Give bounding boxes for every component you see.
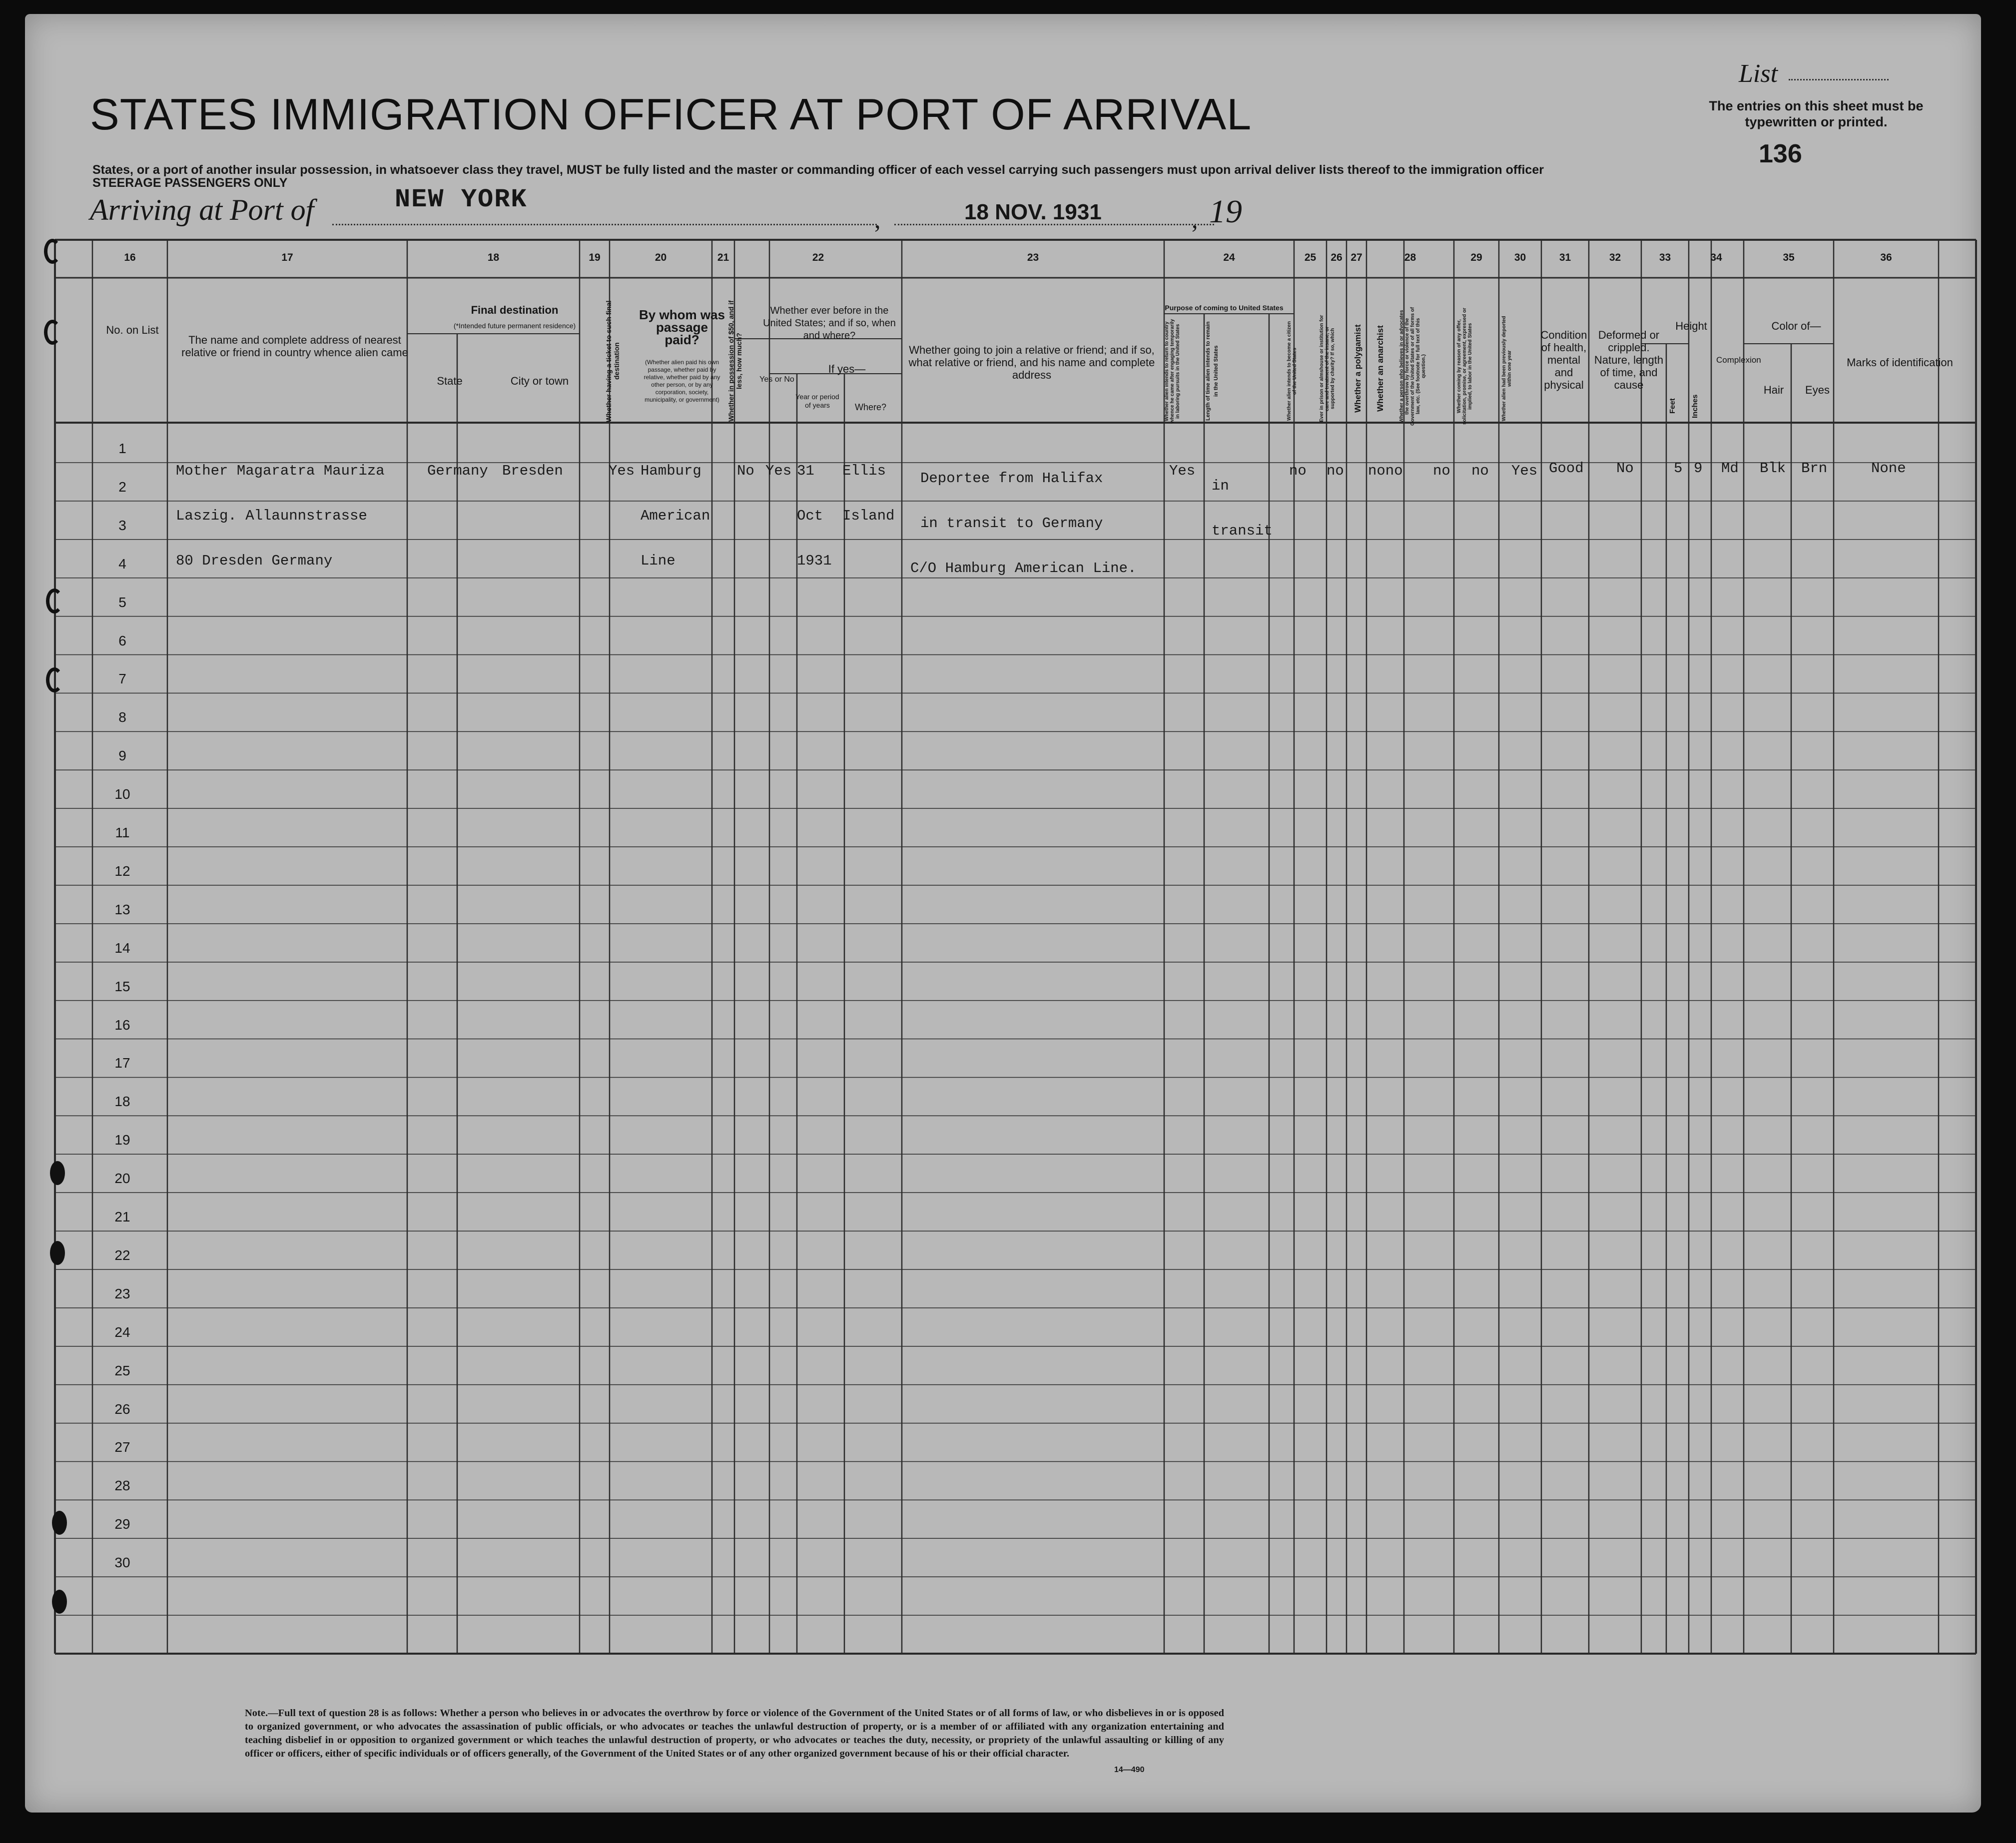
- manifest-grid: [25, 14, 1981, 1813]
- entry-join: [910, 441, 1136, 606]
- header-feet: Feet: [1668, 398, 1677, 414]
- arriving-label: Arriving at Port of: [90, 193, 314, 226]
- entry-complexion: Md: [1721, 460, 1739, 477]
- row-number: 27: [114, 1439, 130, 1455]
- column-number-30: 30: [1514, 252, 1526, 263]
- entry-marks: None: [1871, 460, 1906, 477]
- header-where: Where?: [854, 402, 887, 412]
- entry-money: No: [737, 463, 754, 479]
- entry-health: Good: [1549, 460, 1584, 477]
- header-passage-paid-note: (Whether alien paid his own passage, whether paid by relative, whether paid by any other person, or by any corporation, society, municipality, or government): [644, 359, 720, 403]
- column-number-21: 21: [717, 252, 729, 263]
- before-when-line-3: 1931: [797, 553, 832, 569]
- row-number: 11: [115, 825, 130, 841]
- before-when-line-1: 31: [797, 463, 814, 479]
- binding-hole: [52, 1511, 67, 1535]
- header-relative: The name and complete address of nearest relative or friend in country whence alien came: [181, 334, 408, 359]
- column-number-34: 34: [1710, 252, 1722, 263]
- entry-ticket: Yes: [609, 463, 635, 479]
- column-number-23: 23: [1027, 252, 1039, 263]
- row-number: 8: [118, 709, 126, 725]
- column-number-29: 29: [1470, 252, 1482, 263]
- before-where-line-2: Island: [842, 508, 895, 524]
- column-number-26: 26: [1331, 252, 1343, 263]
- header-color: Color of—: [1771, 320, 1821, 332]
- entry-relative: [176, 434, 385, 599]
- row-number: 22: [114, 1247, 130, 1263]
- row-number: 4: [118, 556, 126, 572]
- column-number-17: 17: [281, 252, 293, 263]
- header-final-destination: Final destination: [471, 304, 559, 316]
- column-number-16: 16: [124, 252, 136, 263]
- row-number: 2: [118, 479, 126, 495]
- header-join-relative: Whether going to join a relative or friend; and if so, what relative or friend, and his name and complete address: [908, 344, 1155, 381]
- header-before-yesno: Yes or No: [759, 375, 794, 384]
- header-return: Whether alien intends to return to country whence he came after engaging temporarily in laboring pursuits in the United States: [1164, 319, 1181, 424]
- paid-by-line-3: Line: [641, 553, 675, 569]
- row-number: 15: [114, 978, 130, 994]
- relative-line-3: 80 Dresden Germany: [176, 553, 333, 569]
- header-year: Year or period of years: [795, 393, 839, 409]
- row-number: 24: [114, 1324, 130, 1340]
- header-height: Height: [1675, 320, 1707, 332]
- row-number: 29: [114, 1516, 130, 1532]
- row-number: 19: [114, 1132, 130, 1148]
- row-number: 14: [114, 940, 130, 956]
- header-ticket: Whether having a ticket to such final destination: [605, 300, 621, 422]
- form-number: 14—490: [1114, 1766, 1145, 1774]
- header-money: Whether in possession of $50, and if less, how much?: [727, 300, 743, 422]
- header-state: State: [437, 375, 463, 387]
- entry-before: Yes: [765, 463, 792, 479]
- join-line-3: C/O Hamburg American Line.: [910, 560, 1137, 577]
- entry-before-when: [797, 434, 832, 599]
- paid-by-line-2: American: [641, 508, 710, 524]
- column-number-20: 20: [655, 252, 667, 263]
- column-number-25: 25: [1304, 252, 1317, 263]
- before-when-line-2: Oct: [797, 508, 823, 524]
- join-line-2: in transit to Germany: [920, 515, 1103, 532]
- header-prison: Ever in prison or almshouse or institution for care and treatment of the insane, or supported by charity? If so, which: [1319, 315, 1336, 423]
- header-health: Condition of health, mental and physical: [1540, 329, 1587, 391]
- entry-city: Bresden: [502, 463, 563, 479]
- row-number: 3: [118, 517, 126, 533]
- row-number: 23: [114, 1285, 130, 1301]
- header-eyes: Eyes: [1805, 384, 1830, 396]
- row-number: 9: [118, 748, 126, 764]
- binding-hole: [44, 320, 61, 345]
- entry-prison: no: [1327, 463, 1344, 479]
- entry-deported: Yes: [1511, 463, 1538, 479]
- entry-paid-by: [641, 434, 710, 599]
- header-length: Length of time alien intends to remain in the United States: [1205, 321, 1219, 421]
- entry-feet: 5: [1674, 460, 1683, 477]
- entry-polygamist-anarchist: nono: [1368, 463, 1403, 479]
- binding-hole: [50, 1161, 65, 1185]
- port-value: NEW YORK: [395, 185, 528, 214]
- column-number-24: 24: [1223, 252, 1235, 263]
- row-number: 28: [114, 1478, 130, 1494]
- header-before-in-us: Whether ever before in the United States; and if so, when and where?: [763, 305, 896, 341]
- entry-state: Germany: [427, 463, 488, 479]
- column-number-36: 36: [1880, 252, 1892, 263]
- header-question-29: Whether coming by reason of any offer, solicitation, promise, or agreement, expressed or implied, to labor in the United States: [1456, 308, 1473, 425]
- header-deported: Whether alien had been previously deported within one year: [1501, 316, 1512, 422]
- entry-hair: Blk: [1760, 460, 1786, 477]
- header-final-destination-note: (*Intended future permanent residence): [453, 322, 576, 330]
- column-number-31: 31: [1559, 252, 1571, 263]
- page-title: STATES IMMIGRATION OFFICER AT PORT OF ARRIVAL: [90, 89, 1252, 139]
- header-complexion: Complexion: [1716, 355, 1761, 365]
- header-polygamist: Whether a polygamist: [1353, 324, 1362, 413]
- binding-hole: [44, 239, 61, 264]
- header-anarchist: Whether an anarchist: [1375, 325, 1385, 412]
- column-number-35: 35: [1783, 252, 1795, 263]
- row-number: 25: [114, 1362, 130, 1378]
- entry-deformed: No: [1616, 460, 1634, 477]
- relative-line-1: Mother Magaratra Mauriza: [176, 463, 385, 479]
- row-number: 1: [118, 441, 126, 456]
- entry-q29: no: [1471, 463, 1489, 479]
- entry-length: [1212, 449, 1273, 569]
- manifest-sheet: [25, 14, 1981, 1813]
- before-where-line-1: Ellis: [842, 463, 886, 479]
- arrival-date: 18 NOV. 1931: [964, 200, 1102, 224]
- year-prefix: 19: [1209, 193, 1242, 230]
- header-if-yes: If yes—: [828, 363, 866, 375]
- list-number: 136: [1759, 139, 1802, 168]
- entry-before-where: [842, 434, 894, 554]
- entry-return: Yes: [1169, 463, 1196, 479]
- relative-line-2: Laszig. Allaunnstrasse: [176, 508, 367, 524]
- row-number: 26: [114, 1401, 130, 1417]
- column-number-33: 33: [1659, 252, 1671, 263]
- length-line-2: transit: [1212, 523, 1273, 539]
- column-number-32: 32: [1609, 252, 1621, 263]
- typewritten-instruction: The entries on this sheet must be typewritten or printed.: [1709, 98, 1924, 129]
- header-city: City or town: [510, 375, 569, 387]
- length-line-1: in: [1212, 478, 1229, 494]
- comma-separator: ,: [874, 205, 881, 233]
- entry-inches: 9: [1694, 460, 1703, 477]
- row-number: 20: [114, 1171, 130, 1187]
- header-no-on-list: No. on List: [106, 324, 159, 336]
- column-number-18: 18: [487, 252, 500, 263]
- steerage-label: STEERAGE PASSENGERS ONLY: [92, 176, 288, 190]
- header-marks: Marks of identification: [1847, 356, 1953, 369]
- binding-hole: [46, 667, 63, 692]
- binding-hole: [46, 589, 63, 614]
- row-number: 16: [114, 1017, 130, 1033]
- row-number: 5: [118, 594, 126, 610]
- entry-q28: no: [1433, 463, 1450, 479]
- list-label: List: [1739, 59, 1778, 88]
- row-number: 13: [114, 901, 130, 917]
- header-deformed: Deformed or crippled. Nature, length of time, and cause: [1594, 329, 1664, 391]
- column-number-27: 27: [1350, 252, 1362, 263]
- binding-hole: [52, 1590, 67, 1614]
- footnote-question-28: Note.—Full text of question 28 is as follows: Whether a person who believes in or advocates the overthrow by force or violence of the Government of the United States or of all forms of law, or who disbelieves in or is opposed to organized government, or who advocates the assassination of public officials, or who advocates or teaches the unlawful destruction of property, or is a member of or affiliated with any organization entertaining and teaching disbelief in or opposition to organized government or which teaches the unlawful destruction of property, or who advocates or teaches the duty, necessity, or propriety of the unlawful assaulting or killing of any officer or officers, either of specific individuals or of officers generally, of the Government of the United States or of any other organized government because of his or their official character.: [245, 1708, 1224, 1759]
- row-number: 12: [114, 863, 130, 879]
- header-purpose: Purpose of coming to United States: [1165, 304, 1284, 312]
- join-line-1: Deportee from Halifax: [920, 470, 1103, 487]
- row-number: 17: [114, 1055, 130, 1071]
- header-hair: Hair: [1763, 384, 1784, 396]
- row-number: 18: [114, 1094, 130, 1110]
- binding-hole: [50, 1241, 65, 1265]
- row-number: 21: [114, 1209, 130, 1225]
- paid-by-line-1: Hamburg: [641, 463, 701, 479]
- header-passage-paid: By whom was passage paid?: [639, 307, 725, 347]
- column-number-22: 22: [812, 252, 824, 263]
- row-number: 7: [118, 671, 126, 687]
- entry-eyes: Brn: [1801, 460, 1828, 477]
- entry-citizen: no: [1289, 463, 1307, 479]
- row-number: 6: [118, 632, 126, 648]
- column-number-28: 28: [1404, 252, 1416, 263]
- row-number: 10: [114, 786, 130, 802]
- header-citizen: Whether alien intends to become a citizen of the United States: [1287, 321, 1298, 421]
- header-question-28: Whether a person who believes in or advocates the overthrow by force or violence of the Government of the United States or of all forms of law, etc. (See footnote for full text of this question.): [1399, 307, 1426, 426]
- header-inches: Inches: [1691, 394, 1699, 418]
- comma-separator-2: ,: [1192, 205, 1198, 233]
- column-number-19: 19: [589, 252, 601, 263]
- instructions-line: States, or a port of another insular possession, in whatsoever class they travel, MUST be fully listed and the master or commanding officer of each vessel carrying such passengers must upon arrival deliver lists thereof to the immigration officer: [92, 163, 1544, 177]
- row-number: 30: [114, 1555, 130, 1571]
